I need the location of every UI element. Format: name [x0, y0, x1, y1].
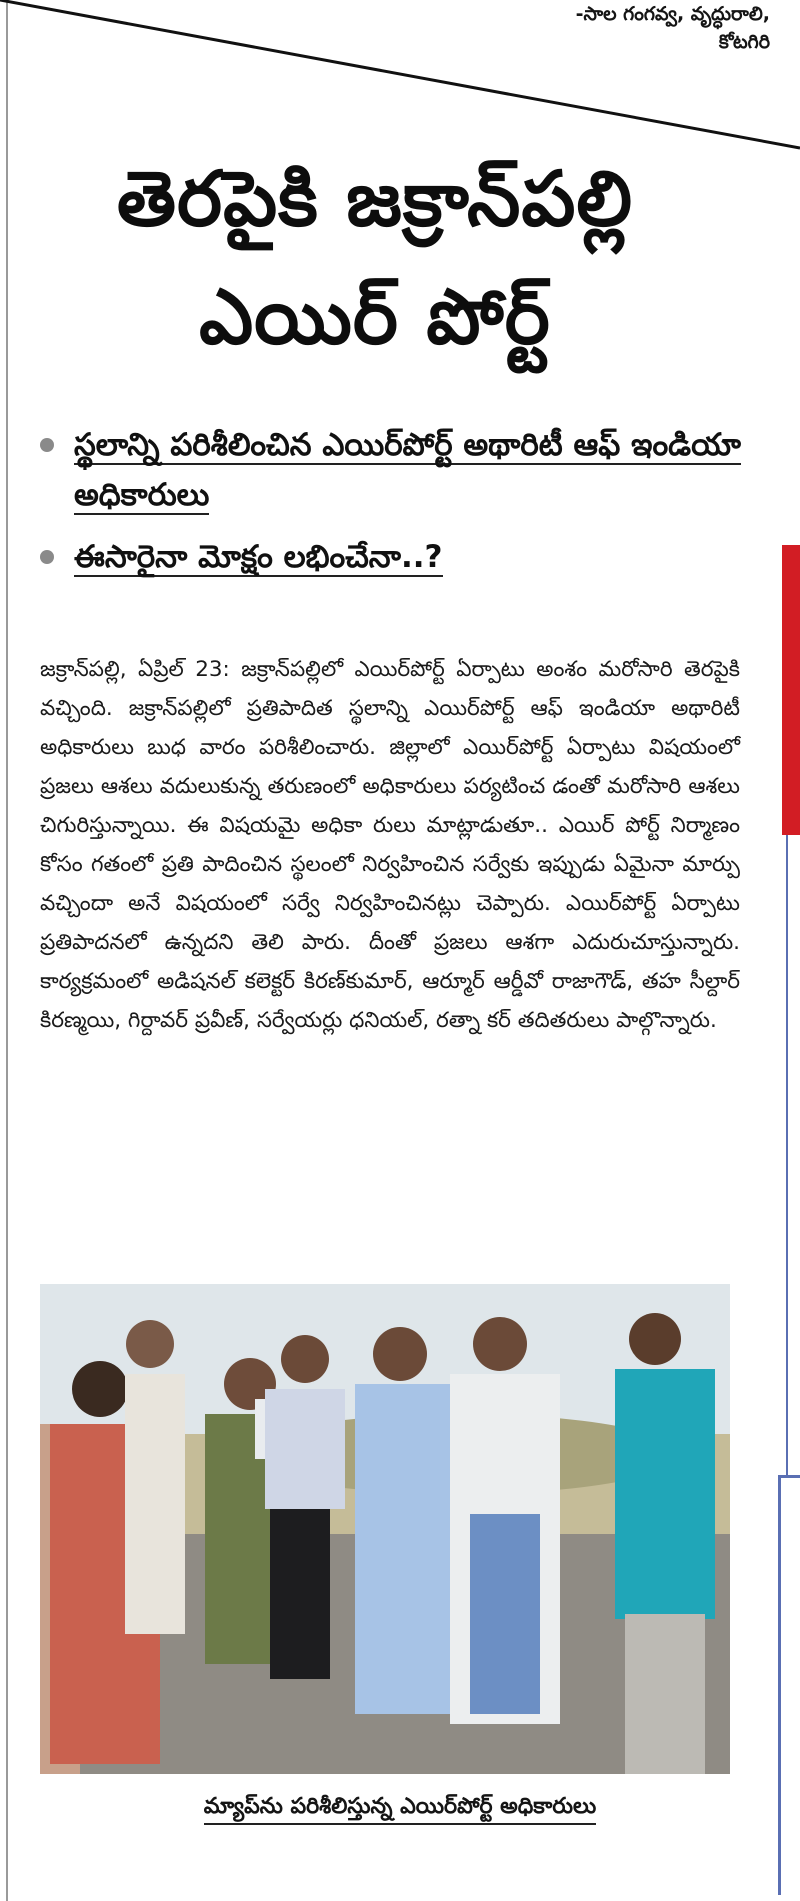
attribution-line-1: -సాల గంగవ్వ, వృద్ధురాలి, — [575, 3, 770, 25]
photo-illustration — [40, 1284, 730, 1774]
attribution-block — [576, 0, 770, 56]
article-body: జక్రాన్‌పల్లి, ఏప్రిల్ 23: జక్రాన్‌పల్లిలో ఎయిర్‌పోర్ట్ ఏర్పాటు అంశం మరోసారి తెరపైకి వచ్చింది. జక్రాన్‌పల్లిలో ప్రతిపాదిత స్థలాన్ని ఎయిర్‌పోర్ట్ ఆఫ్ ఇండియా అథారిటీ అధికారులు బుధ వారం పరిశీలించారు. జిల్లాలో ఎయిర్‌పోర్ట్ ఏర్పాటు విషయంలో ప్రజలు ఆశలు వదులుకున్న తరుణంలో అధికారులు పర్యటించ డంతో మరోసారి ఆశలు చిగురిస్తున్నాయి. ఈ విషయమై అధికా రులు మాట్లాడుతూ.. ఎయిర్ పోర్ట్ నిర్మాణం కోసం గతంలో ప్రతి పాదించిన స్థలంలో నిర్వహించిన సర్వేకు ఇప్పుడు ఏమైనా మార్పు వచ్చిందా అనే విషయంలో సర్వే నిర్వహించినట్లు చెప్పారు. ఎయిర్‌పోర్ట్ ఏర్పాటు ప్రతిపాదనలో ఉన్నదని తెలి పారు. దీంతో ప్రజలు ఆశగా ఎదురుచూస్తున్నారు. కార్యక్రమంలో అడిషనల్ కలెక్టర్ కిరణ్‌కుమార్, ఆర్మూర్ ఆర్డీవో రాజాగౌడ్, తహ సీల్దార్ కిరణ్మయి, గిర్దావర్ ప్రవీణ్, సర్వేయర్లు ధనియల్, రత్నా కర్ తదితరులు పాల్గొన్నారు. — [40, 657, 740, 1033]
adjacent-article-box — [778, 1475, 800, 1895]
bullet-item — [40, 420, 760, 520]
bullet-dot-icon — [40, 438, 54, 452]
headline — [0, 140, 750, 376]
photo-caption — [0, 1790, 800, 1824]
adjacent-article-red-band — [782, 545, 800, 835]
adjacent-article-rule — [786, 835, 788, 1475]
bullet-dot-icon — [40, 550, 54, 564]
highlight-bullets — [40, 420, 760, 582]
bullet-item — [40, 532, 760, 582]
photo-caption-text: మ్యాప్‌ను పరిశీలిస్తున్న ఎయిర్‌పోర్ట్ అధికారులు — [204, 1794, 597, 1825]
headline-line-1: తెరపైకి జక్రాన్‌పల్లి — [116, 154, 634, 243]
news-photo — [40, 1284, 730, 1774]
attribution-line-2: కోటగిరి — [718, 31, 770, 53]
headline-line-2: ఎయిర్ పోర్ట్ — [199, 272, 551, 361]
bullet-text-1: స్థలాన్ని పరిశీలించిన ఎయిర్‌పోర్ట్ అథారిటీ ఆఫ్ ఇండియా అధికారులు — [74, 427, 741, 513]
bullet-text-2: ఈసారైనా మోక్షం లభించేనా..? — [74, 539, 443, 575]
